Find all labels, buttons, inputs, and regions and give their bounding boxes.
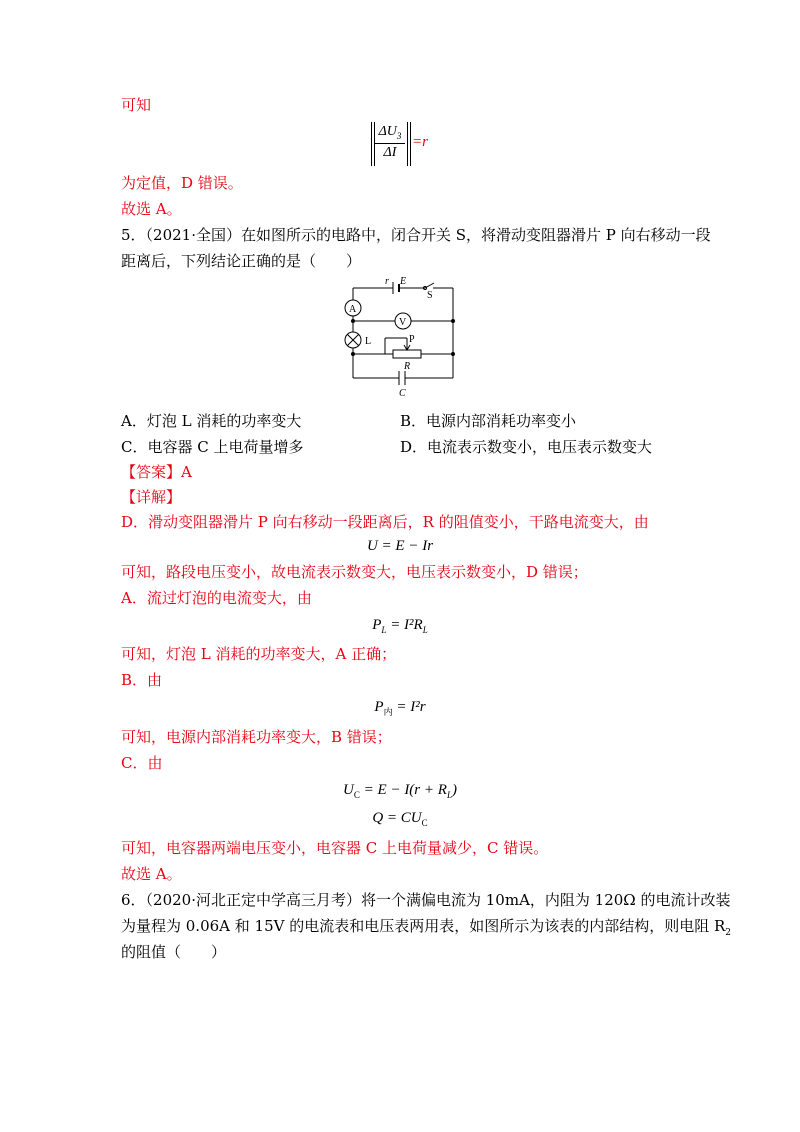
q6-line3: 的阻值（ ） (121, 943, 227, 961)
circuit-label-c: C (399, 388, 406, 397)
formula-pl: $P_L = I^2R_L$ (372, 617, 428, 635)
q6-line1: 6．（2020·河北正定中学高三月考）将一个满偏电流为 10mA，内阻为 120Ω 的电流计改装 (121, 891, 731, 909)
text-b-concl: 可知，电源内部消耗功率变大，B 错误； (121, 728, 392, 746)
circuit-label-r-big: R (404, 361, 411, 372)
text-guxuan-2: 故选 A。 (121, 865, 182, 883)
answer-label: 【答案】A (121, 463, 192, 481)
formula-pnei: $P_内 = I^2r$ (374, 699, 426, 717)
text-guxuan-1: 故选 A。 (121, 200, 182, 218)
option-a: A．灯泡 L 消耗的功率变大 (121, 412, 302, 430)
q5-line1: 5．（2021·全国）在如图所示的电路中，闭合开关 S，将滑动变阻器滑片 P 向右移动一段 (121, 226, 711, 244)
circuit-label-e: E (400, 276, 407, 287)
circuit-label-l: L (365, 336, 372, 347)
formula-uc: $U_C = E - I(r + R_L)$ (343, 782, 457, 800)
circuit-label-s: S (427, 290, 433, 301)
formula-q: $Q = CU_C$ (372, 810, 428, 828)
circuit-label-p: P (409, 334, 415, 345)
circuit-label-r: r (385, 276, 389, 287)
option-c: C．电容器 C 上电荷量增多 (121, 438, 304, 456)
text-b-expl: B．由 (121, 671, 163, 689)
text-a-concl: 可知，灯泡 L 消耗的功率变大，A 正确； (121, 645, 397, 663)
text-d-expl: D．滑动变阻器滑片 P 向右移动一段距离后，R 的阻值变小，干路电流变大，由 (121, 513, 649, 531)
circuit-diagram (335, 272, 465, 397)
q6-line2: 为量程为 0.06A 和 15V 的电流表和电压表两用表，如图所示为该表的内部结构，则电阻 $R_2$ (121, 917, 732, 938)
circuit-label-a: A (349, 304, 357, 315)
text-c-concl: 可知，电容器两端电压变小，电容器 C 上电荷量减少，C 错误。 (121, 839, 549, 857)
circuit-label-v: V (399, 317, 407, 328)
option-b: B．电源内部消耗功率变小 (400, 412, 577, 430)
formula-delta-ratio: $\Delta U_3$ ΔI =r (371, 122, 451, 166)
text-d-concl: 可知，路段电压变小，故电流表示数变大，电压表示数变小，D 错误； (121, 563, 588, 581)
explain-label: 【详解】 (121, 488, 182, 506)
text-kezhi-1: 可知 (121, 96, 152, 114)
q5-line2: 距离后，下列结论正确的是（ ） (121, 252, 362, 270)
formula-u: U = E − Ir (366, 538, 434, 554)
text-a-expl: A．流过灯泡的电流变大，由 (121, 589, 312, 607)
text-c-expl: C．由 (121, 754, 163, 772)
text-dingzhi: 为定值，D 错误。 (121, 174, 243, 192)
option-d: D．电流表示数变小，电压表示数变大 (400, 438, 653, 456)
